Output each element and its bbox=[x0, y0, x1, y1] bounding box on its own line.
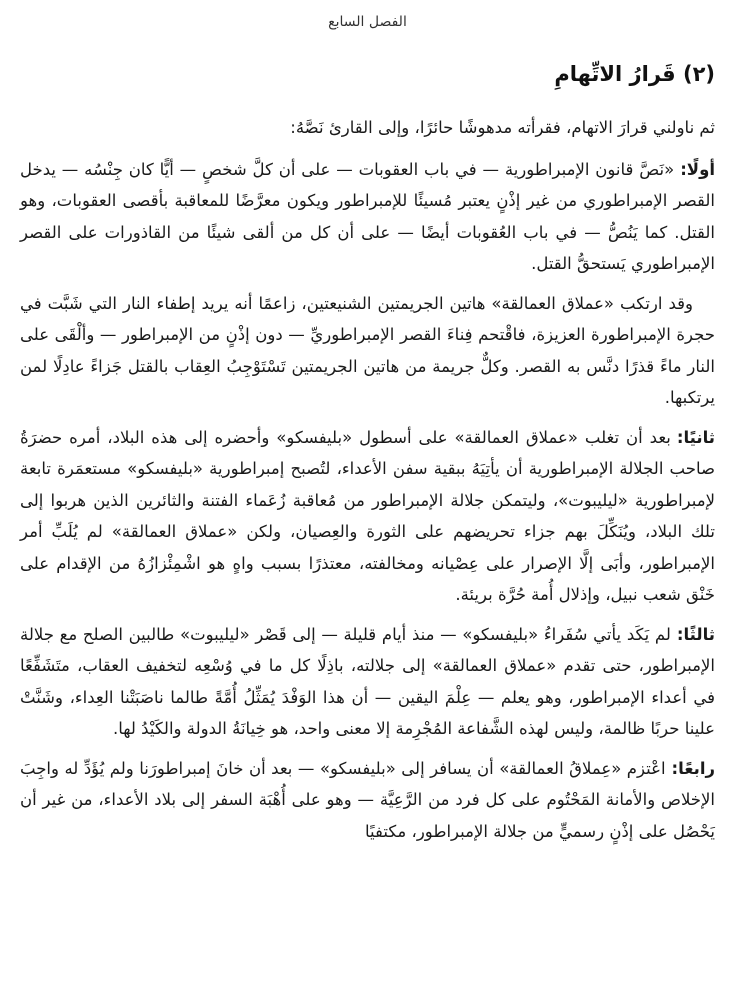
item-text-first: «نَصَّ قانون الإمبراطورية — في باب العقوبات — على أن كلَّ شخصٍ — أيًّا كان جِنْسُه — يدخل القصر الإمبراطوري من غير إذْنٍ يعتبر مُسيئًا للإمبراطور ويكون معرَّضًا للمعاقبة بأقصى العقوبات، وهو القتل. كما يَنُصُّ — في باب العُقوبات أيضًا — على أن كل من ألقى شيئًا من القاذورات على القصر الإمبراطوري يَستحقُّ القتل. bbox=[20, 159, 715, 273]
item-paragraph-second bbox=[20, 422, 715, 611]
item-paragraph-fourth bbox=[20, 753, 715, 848]
item-paragraph-first bbox=[20, 154, 715, 280]
item-text-fourth: اعْتزم «عِملاقُ العمالقة» أن يسافر إلى «بليفسكو» — بعد أن خانَ إمبراطورَنا ولم يُؤَدِّ له واجِبَ الإخلاص والأمانة المَحْتُوم على كل فرد من الرَّعِيَّة — وهو على أُهْبَة السفر إلى بلاد الأعداء، من غير أن يَحْصُل على إذْنٍ رسميٍّ من جلالة الإمبراطور، مكتفيًا bbox=[20, 758, 715, 841]
item-text-second: بعد أن تغلب «عملاق العمالقة» على أسطول «بليفسكو» وأحضره إلى هذه البلاد، أمره حضرَةُ صاحب الجلالة الإمبراطورية أن يأتِيَهُ ببقية سفن الأعداء، لتُصبح إمبراطورية «بليفسكو» مستعمَرة تابعة لإمبراطورية «ليليبوت»، وليتمكن جلالة الإمبراطور من مُعاقبة زُعَماء الفتنة والثائرين الذين هربوا إلى تلك البلاد، ويُنَكِّلَ بهم جزاء تحريضهم على الثورة والعِصيان، ولكن «عملاق العمالقة» لم يُلَبِّ أمر الإمبراطور، وأبَى إلَّا الإصرار على عِصْيانه ومخالفته، معتذرًا بسبب واهٍ هو اشْمِئْزازُهُ من الإقدام على خَنْق شعب نبيل، وإذلال أُمة حُرَّة بريئة. bbox=[20, 427, 715, 604]
item-label-third: ثالثًا: bbox=[676, 624, 715, 644]
item-paragraph-third bbox=[20, 619, 715, 745]
item-text-third: لم يَكَد يأتي سُفَراءُ «بليفسكو» — منذ أيام قليلة — إلى قَصْر «ليليبوت» طالبين الصلح مع جلالة الإمبراطور، حتى تقدم «عملاق العمالقة» إلى جلالته، باذِلًا كل ما في وُسْعِه لتخفيف العقاب، متَشَفِّعًا في أعداء الإمبراطور، وهو يعلم — عِلْمَ اليقين — أن هذا الوَفْدَ يُمَثِّلُ أُمَّةً طالما ناصَبَتْنا العِداء، وشَنَّتْ علينا حربًا ظالمة، وليس لهذه الشَّفاعة المُجْرِمة إلا معنى واحد، هو خِيانَةُ الدولة والكَيْدُ لها. bbox=[20, 624, 715, 738]
intro-paragraph: ثم ناولني قرارَ الاتهام، فقرأته مدهوشًا حائرًا، وإلى القارئ نَصَّهُ: bbox=[290, 118, 715, 137]
section-title: (٢) قَرارُ الاتِّهامِ bbox=[554, 62, 715, 86]
item-continuation-first: وقد ارتكب «عملاق العمالقة» هاتين الجريمتين الشنيعتين، زاعمًا أنه يريد إطفاء النار التي شَبَّت في حجرة الإمبراطورة العزيزة، فاقْتحم فِناءَ القصر الإمبراطوريِّ — دون إذْنٍ من الإمبراطور — وألْقَى على النار ماءً قذرًا دنَّس به القصر. وكلٌّ جريمة من هاتين الجريمتين تَسْتَوْجِبُ العِقاب بالقتل جَزاءً عادِلًا لمن يرتكبها. bbox=[20, 293, 715, 407]
book-page bbox=[20, 0, 715, 1000]
text-body bbox=[20, 112, 715, 855]
item-label-second: ثانيًا: bbox=[676, 427, 715, 447]
running-header-chapter: الفصل السابع bbox=[328, 14, 407, 30]
item-label-fourth: رابعًا: bbox=[671, 758, 715, 778]
item-label-first: أولًا: bbox=[680, 159, 715, 179]
